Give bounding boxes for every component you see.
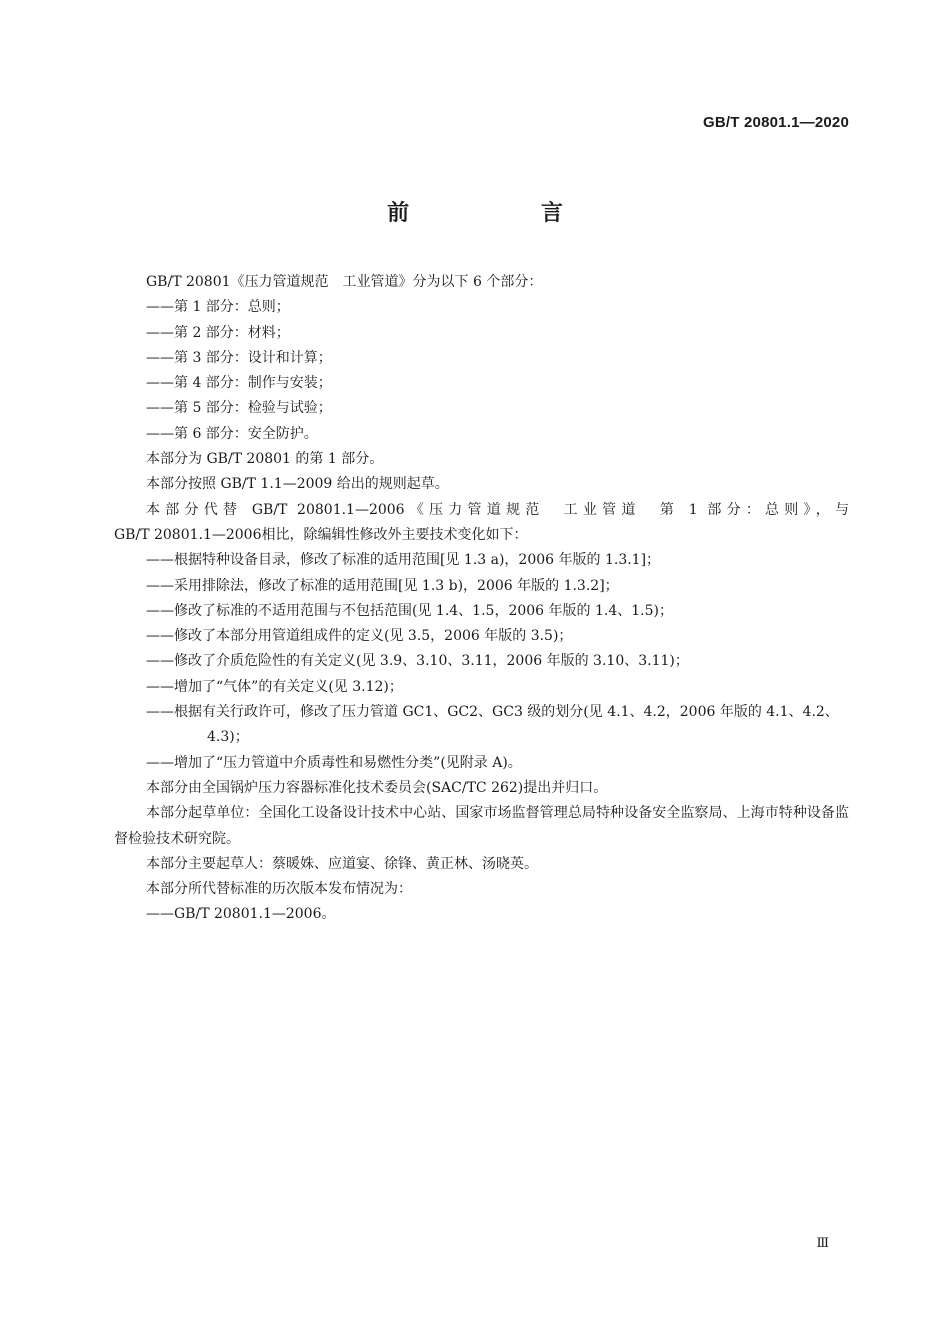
list-item-part-5: ——第 5 部分：检验与试验； (146, 400, 332, 417)
list-item-part-3: ——第 3 部分：设计和计算； (146, 349, 332, 366)
list-item-change-1: ——根据特种设备目录，修改了标准的适用范围[见 1.3 a)，2006 年版的 1.3.1]； (146, 552, 661, 569)
list-item-part-2: ——第 2 部分：材料； (146, 324, 290, 341)
list-item-change-5: ——修改了介质危险性的有关定义(见 3.9、3.10、3.11，2006 年版的 3.10、3.11)； (146, 653, 689, 670)
paragraph-drafters: 本部分主要起草人：蔡暖姝、应道宴、徐锋、黄正林、汤晓英。 (146, 855, 538, 872)
paragraph-replacement-line1: 本部分代替 GB/T 20801.1—2006《压力管道规范 工业管道 第 1 部分：总则》，与 (146, 501, 849, 518)
paragraph-proposer: 本部分由全国锅炉压力容器标准化技术委员会(SAC/TC 262)提出并归口。 (146, 779, 608, 796)
standard-code: GB/T 20801.1—2020 (703, 114, 849, 131)
list-item-part-6: ——第 6 部分：安全防护。 (146, 425, 318, 442)
foreword-body (114, 270, 849, 928)
list-item-change-4: ——修改了本部分用管道组成件的定义(见 3.5，2006 年版的 3.5)； (146, 628, 573, 645)
list-item-part-4: ——第 4 部分：制作与安装； (146, 375, 332, 392)
paragraph-parts-intro: GB/T 20801《压力管道规范 工业管道》分为以下 6 个部分： (146, 274, 543, 290)
list-item-change-2: ——采用排除法，修改了标准的适用范围[见 1.3 b)，2006 年版的 1.3.2]； (146, 577, 619, 594)
list-item-change-7: ——根据有关行政许可，修改了压力管道 GC1、GC2、GC3 级的划分(见 4.1、4.2，2006 年版的 4.1、4.2、4.3)； (146, 704, 839, 746)
page-title: 前 言 (387, 201, 625, 226)
paragraph-drafting-units: 本部分起草单位：全国化工设备设计技术中心站、国家市场监督管理总局特种设备安全监察局、上海市特种设备监督检验技术研究院。 (114, 805, 849, 847)
list-item-change-6: ——增加了“气体”的有关定义(见 3.12)； (146, 678, 403, 695)
paragraph-previous-editions: 本部分所代替标准的历次版本发布情况为： (146, 881, 412, 898)
list-item-previous-edition: ——GB/T 20801.1—2006。 (146, 906, 336, 923)
list-item-change-8: ——增加了“压力管道中介质毒性和易燃性分类”(见附录 A)。 (146, 754, 522, 771)
paragraph-part-statement: 本部分为 GB/T 20801 的第 1 部分。 (146, 451, 384, 468)
list-item-part-1: ——第 1 部分：总则； (146, 299, 290, 316)
list-item-change-3: ——修改了标准的不适用范围与不包括范围(见 1.4、1.5，2006 年版的 1.4、1.5)； (146, 602, 673, 619)
paragraph-replacement-line2: GB/T 20801.1—2006相比，除编辑性修改外主要技术变化如下： (114, 526, 528, 543)
paragraph-drafting-rules: 本部分按照 GB/T 1.1—2009 给出的规则起草。 (146, 476, 449, 493)
page-number: Ⅲ (816, 1236, 829, 1251)
